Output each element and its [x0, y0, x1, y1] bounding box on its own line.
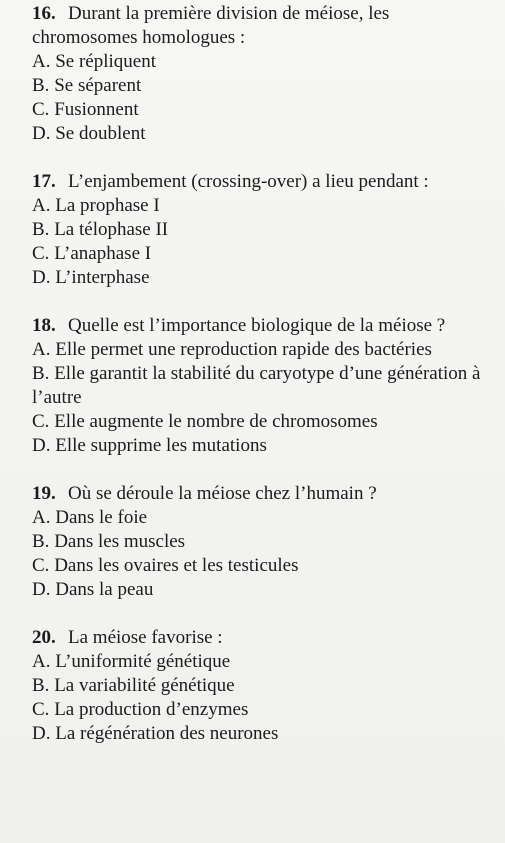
- question-20-option-c: [32, 698, 489, 722]
- option-text: La régénération des neurones: [55, 723, 279, 744]
- question-18: [32, 314, 489, 458]
- question-17-option-a: [32, 194, 489, 218]
- option-letter: A.: [32, 339, 51, 360]
- question-20-option-d: [32, 722, 489, 746]
- option-text: Elle supprime les mutations: [55, 435, 267, 456]
- question-16-heading: [32, 2, 489, 50]
- question-19-text: Où se déroule la méiose chez l’humain ?: [68, 483, 377, 504]
- question-20-option-a: [32, 650, 489, 674]
- question-16-option-c: [32, 98, 489, 122]
- question-17-number: 17.: [32, 171, 56, 192]
- question-20-heading: [32, 626, 489, 650]
- option-text: La production d’enzymes: [54, 699, 249, 720]
- option-text: Se séparent: [54, 75, 142, 96]
- question-16-option-b: [32, 74, 489, 98]
- question-19-heading: [32, 482, 489, 506]
- spacer: [32, 458, 489, 482]
- question-18-number: 18.: [32, 315, 56, 336]
- option-letter: B.: [32, 363, 50, 384]
- question-19-option-c: [32, 554, 489, 578]
- question-19-number: 19.: [32, 483, 56, 504]
- question-19-options: [32, 506, 489, 602]
- option-letter: C.: [32, 555, 50, 576]
- question-18-option-b: [32, 362, 489, 410]
- option-text: Dans les ovaires et les testicules: [54, 555, 299, 576]
- question-18-heading: [32, 314, 489, 338]
- option-text: L’interphase: [55, 267, 150, 288]
- question-18-text: Quelle est l’importance biologique de la méiose ?: [68, 315, 446, 336]
- question-20-text: La méiose favorise :: [68, 627, 223, 648]
- question-16-options: [32, 50, 489, 146]
- option-text: La prophase I: [55, 195, 160, 216]
- question-17-option-c: [32, 242, 489, 266]
- question-19-option-a: [32, 506, 489, 530]
- spacer: [32, 290, 489, 314]
- question-19-option-b: [32, 530, 489, 554]
- option-text: La variabilité génétique: [54, 675, 235, 696]
- question-20-number: 20.: [32, 627, 56, 648]
- option-letter: D.: [32, 435, 51, 456]
- question-17: [32, 170, 489, 290]
- option-letter: B.: [32, 219, 50, 240]
- question-19-option-d: [32, 578, 489, 602]
- question-17-options: [32, 194, 489, 290]
- option-letter: C.: [32, 99, 50, 120]
- question-18-option-d: [32, 434, 489, 458]
- option-text: L’anaphase I: [54, 243, 152, 264]
- question-17-text: L’enjambement (crossing-over) a lieu pendant :: [68, 171, 429, 192]
- option-text: La télophase II: [54, 219, 169, 240]
- question-16-option-d: [32, 122, 489, 146]
- question-18-options: [32, 338, 489, 458]
- option-text: Elle permet une reproduction rapide des bactéries: [55, 339, 432, 360]
- option-text: Fusionnent: [54, 99, 139, 120]
- question-20: [32, 626, 489, 746]
- question-17-option-d: [32, 266, 489, 290]
- option-text: Elle augmente le nombre de chromosomes: [54, 411, 378, 432]
- option-text: L’uniformité génétique: [55, 651, 231, 672]
- option-letter: B.: [32, 675, 50, 696]
- question-20-options: [32, 650, 489, 746]
- option-text: Elle garantit la stabilité du caryotype d’une génération à l’autre: [32, 363, 481, 408]
- option-text: Se répliquent: [55, 51, 157, 72]
- spacer: [32, 146, 489, 170]
- option-text: Dans les muscles: [54, 531, 186, 552]
- option-letter: D.: [32, 123, 51, 144]
- option-text: Dans le foie: [55, 507, 148, 528]
- option-letter: C.: [32, 699, 50, 720]
- question-16-option-a: [32, 50, 489, 74]
- question-19: [32, 482, 489, 602]
- option-letter: D.: [32, 579, 51, 600]
- option-letter: A.: [32, 195, 51, 216]
- question-20-option-b: [32, 674, 489, 698]
- question-16: [32, 2, 489, 146]
- question-17-option-b: [32, 218, 489, 242]
- option-text: Se doublent: [55, 123, 146, 144]
- option-letter: A.: [32, 507, 51, 528]
- question-18-option-c: [32, 410, 489, 434]
- option-letter: A.: [32, 51, 51, 72]
- question-16-text: Durant la première division de méiose, les chromosomes homologues :: [32, 3, 390, 48]
- option-letter: B.: [32, 75, 50, 96]
- option-letter: D.: [32, 723, 51, 744]
- question-16-number: 16.: [32, 3, 56, 24]
- question-17-heading: [32, 170, 489, 194]
- option-letter: A.: [32, 651, 51, 672]
- option-letter: B.: [32, 531, 50, 552]
- option-text: Dans la peau: [55, 579, 154, 600]
- option-letter: D.: [32, 267, 51, 288]
- option-letter: C.: [32, 243, 50, 264]
- option-letter: C.: [32, 411, 50, 432]
- spacer: [32, 602, 489, 626]
- question-18-option-a: [32, 338, 489, 362]
